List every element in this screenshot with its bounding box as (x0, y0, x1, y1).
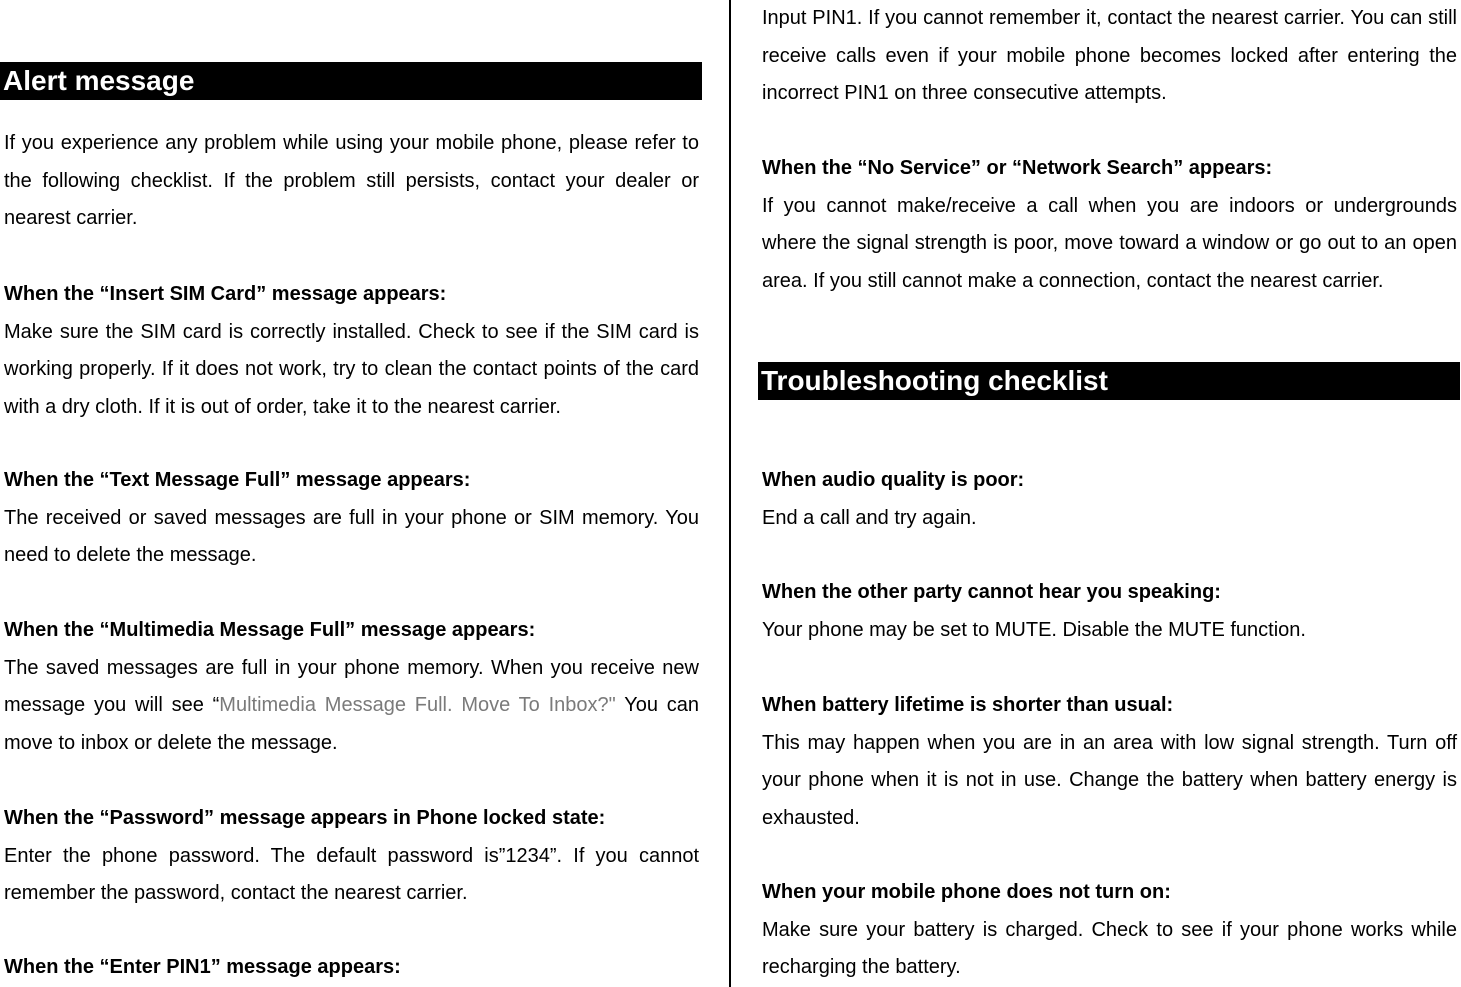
section-body: Make sure the SIM card is correctly installed. Check to see if the SIM card is working properly. If it does not work, try to clean the contact points of the card with a dry cloth. If it is out of order, take it to the nearest carrier. (4, 320, 699, 418)
section-heading: When audio quality is poor: (762, 469, 1025, 491)
intro-paragraph (4, 125, 699, 238)
section-body: Enter the phone password. The default password is”1234”. If you cannot remember the password, contact the nearest carrier. (4, 844, 699, 904)
section-phone-not-on (762, 874, 1457, 987)
troubleshooting-checklist-banner: Troubleshooting checklist (758, 362, 1460, 400)
section-heading: When your mobile phone does not turn on: (762, 881, 1171, 903)
body-text: The saved messages are full in your phone memory. When you receive new message you will see “ (4, 656, 699, 716)
section-heading: When the “No Service” or “Network Search” appears: (762, 157, 1273, 179)
section-body: This may happen when you are in an area with low signal strength. Turn off your phone when it is not in use. Change the battery when battery energy is exhausted. (762, 731, 1457, 829)
section-body: Make sure your battery is charged. Check to see if your phone works while recharging the battery. (762, 918, 1457, 978)
pin1-continuation (762, 0, 1457, 113)
section-battery-lifetime (762, 687, 1457, 837)
section-heading: When the “Enter PIN1” message appears: (4, 956, 401, 978)
section-body (4, 650, 699, 763)
section-multimedia-message-full (4, 612, 699, 762)
section-other-party (762, 574, 1457, 649)
section-body: End a call and try again. (762, 506, 977, 529)
body-text: You can move to inbox or delete the message. (4, 694, 700, 754)
section-heading: When the “Multimedia Message Full” message appears: (4, 619, 536, 641)
column-divider (729, 0, 731, 987)
section-body: Your phone may be set to MUTE. Disable the MUTE function. (762, 618, 1306, 641)
section-insert-sim (4, 276, 699, 426)
section-body: If you cannot make/receive a call when you are indoors or undergrounds where the signal strength is poor, move toward a window or go out to an open area. If you still cannot make a connection, contact the nearest carrier. (762, 194, 1457, 292)
section-heading: When battery lifetime is shorter than usual: (762, 694, 1174, 716)
continuation-text: Input PIN1. If you cannot remember it, contact the nearest carrier. You can still receive calls even if your mobile phone becomes locked after entering the incorrect PIN1 on three consecutive attempts. (762, 7, 1457, 104)
intro-text: If you experience any problem while using your mobile phone, please refer to the following checklist. If the problem still persists, contact your dealer or nearest carrier. (4, 132, 699, 229)
section-heading: When the “Insert SIM Card” message appears: (4, 283, 447, 305)
section-no-service (762, 150, 1457, 300)
section-heading: When the “Password” message appears in Phone locked state: (4, 807, 606, 829)
section-audio-quality (762, 462, 1457, 537)
prompt-quote: Multimedia Message Full. Move To Inbox?" (219, 694, 616, 716)
section-heading: When the “Text Message Full” message appears: (4, 469, 471, 491)
alert-message-banner: Alert message (0, 62, 702, 100)
section-heading: When the other party cannot hear you speaking: (762, 581, 1221, 603)
section-enter-pin1 (4, 949, 699, 987)
section-body: The received or saved messages are full in your phone or SIM memory. You need to delete the message. (4, 506, 699, 566)
section-text-message-full (4, 462, 699, 575)
section-password (4, 800, 699, 913)
